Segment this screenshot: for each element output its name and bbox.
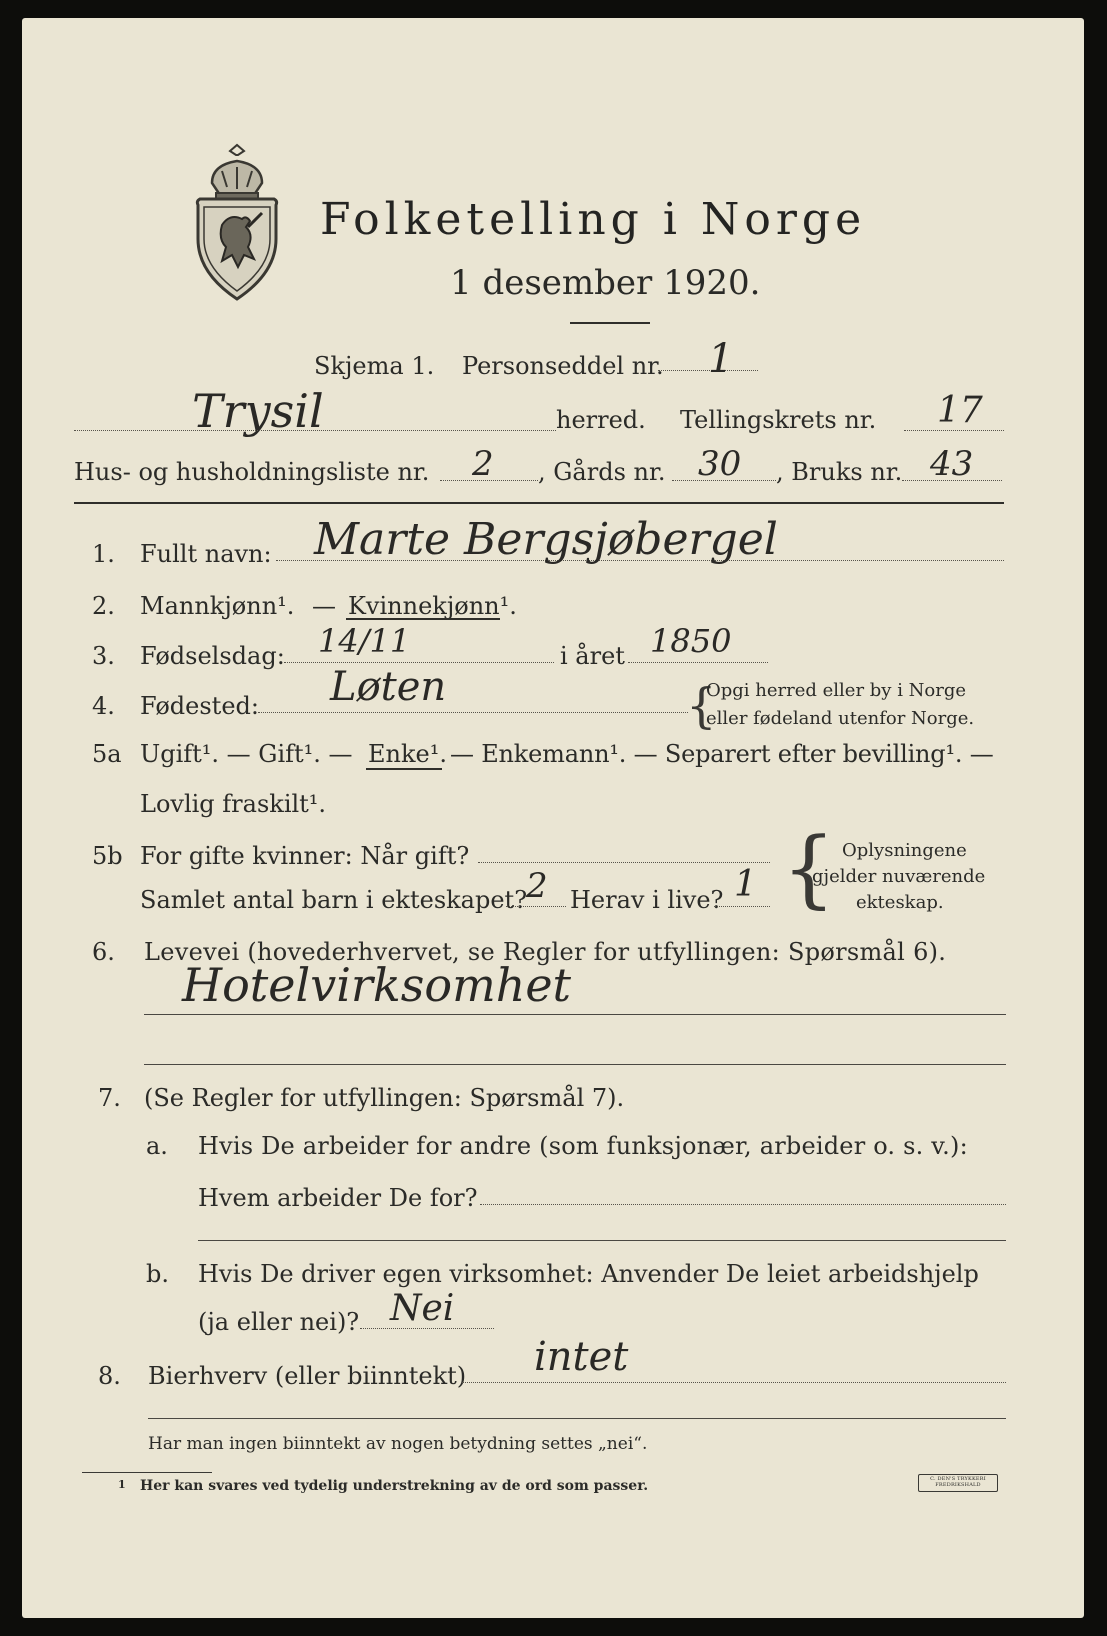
q3-aaret-label: i året [560, 642, 625, 670]
q4-note-line1: Opgi herred eller by i Norge [706, 680, 967, 701]
q7-number: 7. [98, 1084, 121, 1112]
q4-note-line2: eller fødeland utenfor Norge. [706, 708, 975, 729]
q1-number: 1. [92, 540, 115, 568]
q6-line1 [144, 1014, 1006, 1015]
herred-label: herred. [556, 406, 646, 434]
q6-occupation-value: Hotelvirksomhet [182, 958, 572, 1012]
q5a-ugift-gift: Ugift¹. — Gift¹. — [140, 740, 353, 768]
tellingskrets-number: 17 [937, 390, 983, 431]
hus-label: Hus- og husholdningsliste nr. [74, 458, 430, 486]
q6-line2 [144, 1064, 1006, 1065]
q4-birthplace-value: Løten [330, 664, 447, 710]
q8-label: Bierhverv (eller biinntekt) [148, 1362, 467, 1390]
q6-label: Levevei (hovederhvervet, se Regler for utfyllingen: Spørsmål 6). [144, 938, 947, 966]
q5b-herav-label: Herav i live? [570, 886, 724, 914]
q7a-question: Hvem arbeider De for? [198, 1184, 478, 1212]
q5b-naar-gift-line [478, 862, 770, 863]
title-rule [570, 322, 650, 324]
q5b-note-line1: Oplysningene [842, 840, 967, 861]
q5a-fraskilt: Lovlig fraskilt¹. [140, 790, 327, 818]
q3-line [284, 662, 554, 663]
footer-note: Har man ingen biinntekt av nogen betydning settes „nei“. [148, 1434, 648, 1454]
norwegian-coat-of-arms-icon [192, 143, 282, 303]
q4-label: Fødested: [140, 692, 259, 720]
q7b-letter: b. [146, 1260, 169, 1288]
q4-number: 4. [92, 692, 115, 720]
q5b-note-brace: { [782, 819, 836, 917]
footnote-mark: 1 [118, 1478, 126, 1491]
q5b-note-line3: ekteskap. [856, 892, 944, 913]
q5b-herav-value: 1 [734, 864, 757, 905]
q7a-line1 [480, 1204, 1006, 1205]
q3-aaret-line [628, 662, 768, 663]
q8-line1 [462, 1382, 1006, 1383]
q2-kvinne: Kvinnekjønn¹. [348, 592, 517, 620]
footnote-text: Her kan svares ved tydelig understrekning av de ord som passer. [140, 1478, 649, 1494]
q5a-enke-underline [366, 768, 442, 770]
q4-line [258, 712, 688, 713]
q5b-naar-gift-label: For gifte kvinner: Når gift? [140, 842, 470, 870]
printer-stamp-text: C. DEN'S TRYKKERI FREDRIKSHALD [930, 1476, 986, 1488]
hus-number: 2 [472, 444, 494, 484]
bruks-label: , Bruks nr. [776, 458, 903, 486]
personseddel-number: 1 [708, 336, 734, 382]
q5b-note-line2: gjelder nuværende [812, 866, 986, 887]
q7b-question: (ja eller nei)? [198, 1308, 360, 1336]
q3-year-value: 1850 [650, 622, 732, 660]
q7a-line2 [198, 1240, 1006, 1241]
q1-label: Fullt navn: [140, 540, 272, 568]
header-divider [74, 502, 1004, 504]
printer-stamp [918, 1474, 998, 1492]
q2-kvinne-underline [346, 618, 500, 620]
skjema-label: Skjema 1. [314, 352, 435, 380]
q2-mann: Mannkjønn¹. [140, 592, 295, 620]
gards-number: 30 [698, 444, 742, 484]
bruks-number: 43 [930, 444, 974, 484]
herred-value: Trysil [192, 384, 324, 438]
footnote-rule [82, 1472, 212, 1473]
gards-label: , Gårds nr. [538, 458, 666, 486]
q5b-barn-label: Samlet antal barn i ekteskapet? [140, 886, 528, 914]
q7b-text: Hvis De driver egen virksomhet: Anvender De leiet arbeidshjelp [198, 1260, 979, 1288]
census-date: 1 desember 1920. [450, 263, 761, 303]
q7-label: (Se Regler for utfyllingen: Spørsmål 7). [144, 1084, 625, 1112]
census-form-sheet [22, 18, 1084, 1618]
q2-number: 2. [92, 592, 115, 620]
q5a-enke: Enke¹. [368, 740, 447, 768]
q3-birthday-value: 14/11 [318, 622, 411, 660]
q5b-barn-value: 2 [526, 866, 548, 906]
q5a-number: 5a [92, 740, 122, 768]
q7b-answer-value: Nei [390, 1288, 455, 1329]
q5b-barn-line [506, 906, 566, 907]
tellingskrets-label: Tellingskrets nr. [680, 406, 877, 434]
q4-note-brace: { [686, 678, 717, 734]
q2-separator: — [312, 592, 336, 620]
q5a-rest: — Enkemann¹. — Separert efter bevilling¹. — [450, 740, 994, 768]
q7a-letter: a. [146, 1132, 168, 1160]
q1-name-value: Marte Bergsjøbergel [314, 514, 778, 565]
q7a-text: Hvis De arbeider for andre (som funksjonær, arbeider o. s. v.): [198, 1132, 968, 1160]
q3-number: 3. [92, 642, 115, 670]
personseddel-label: Personseddel nr. [462, 352, 664, 380]
q8-number: 8. [98, 1362, 121, 1390]
form-title: Folketelling i Norge [320, 194, 867, 245]
q8-value: intet [534, 1334, 629, 1380]
q3-label: Fødselsdag: [140, 642, 285, 670]
q8-line2 [148, 1418, 1006, 1419]
q6-number: 6. [92, 938, 115, 966]
herred-line [74, 430, 556, 431]
q5b-herav-line [714, 906, 770, 907]
q5b-number: 5b [92, 842, 123, 870]
